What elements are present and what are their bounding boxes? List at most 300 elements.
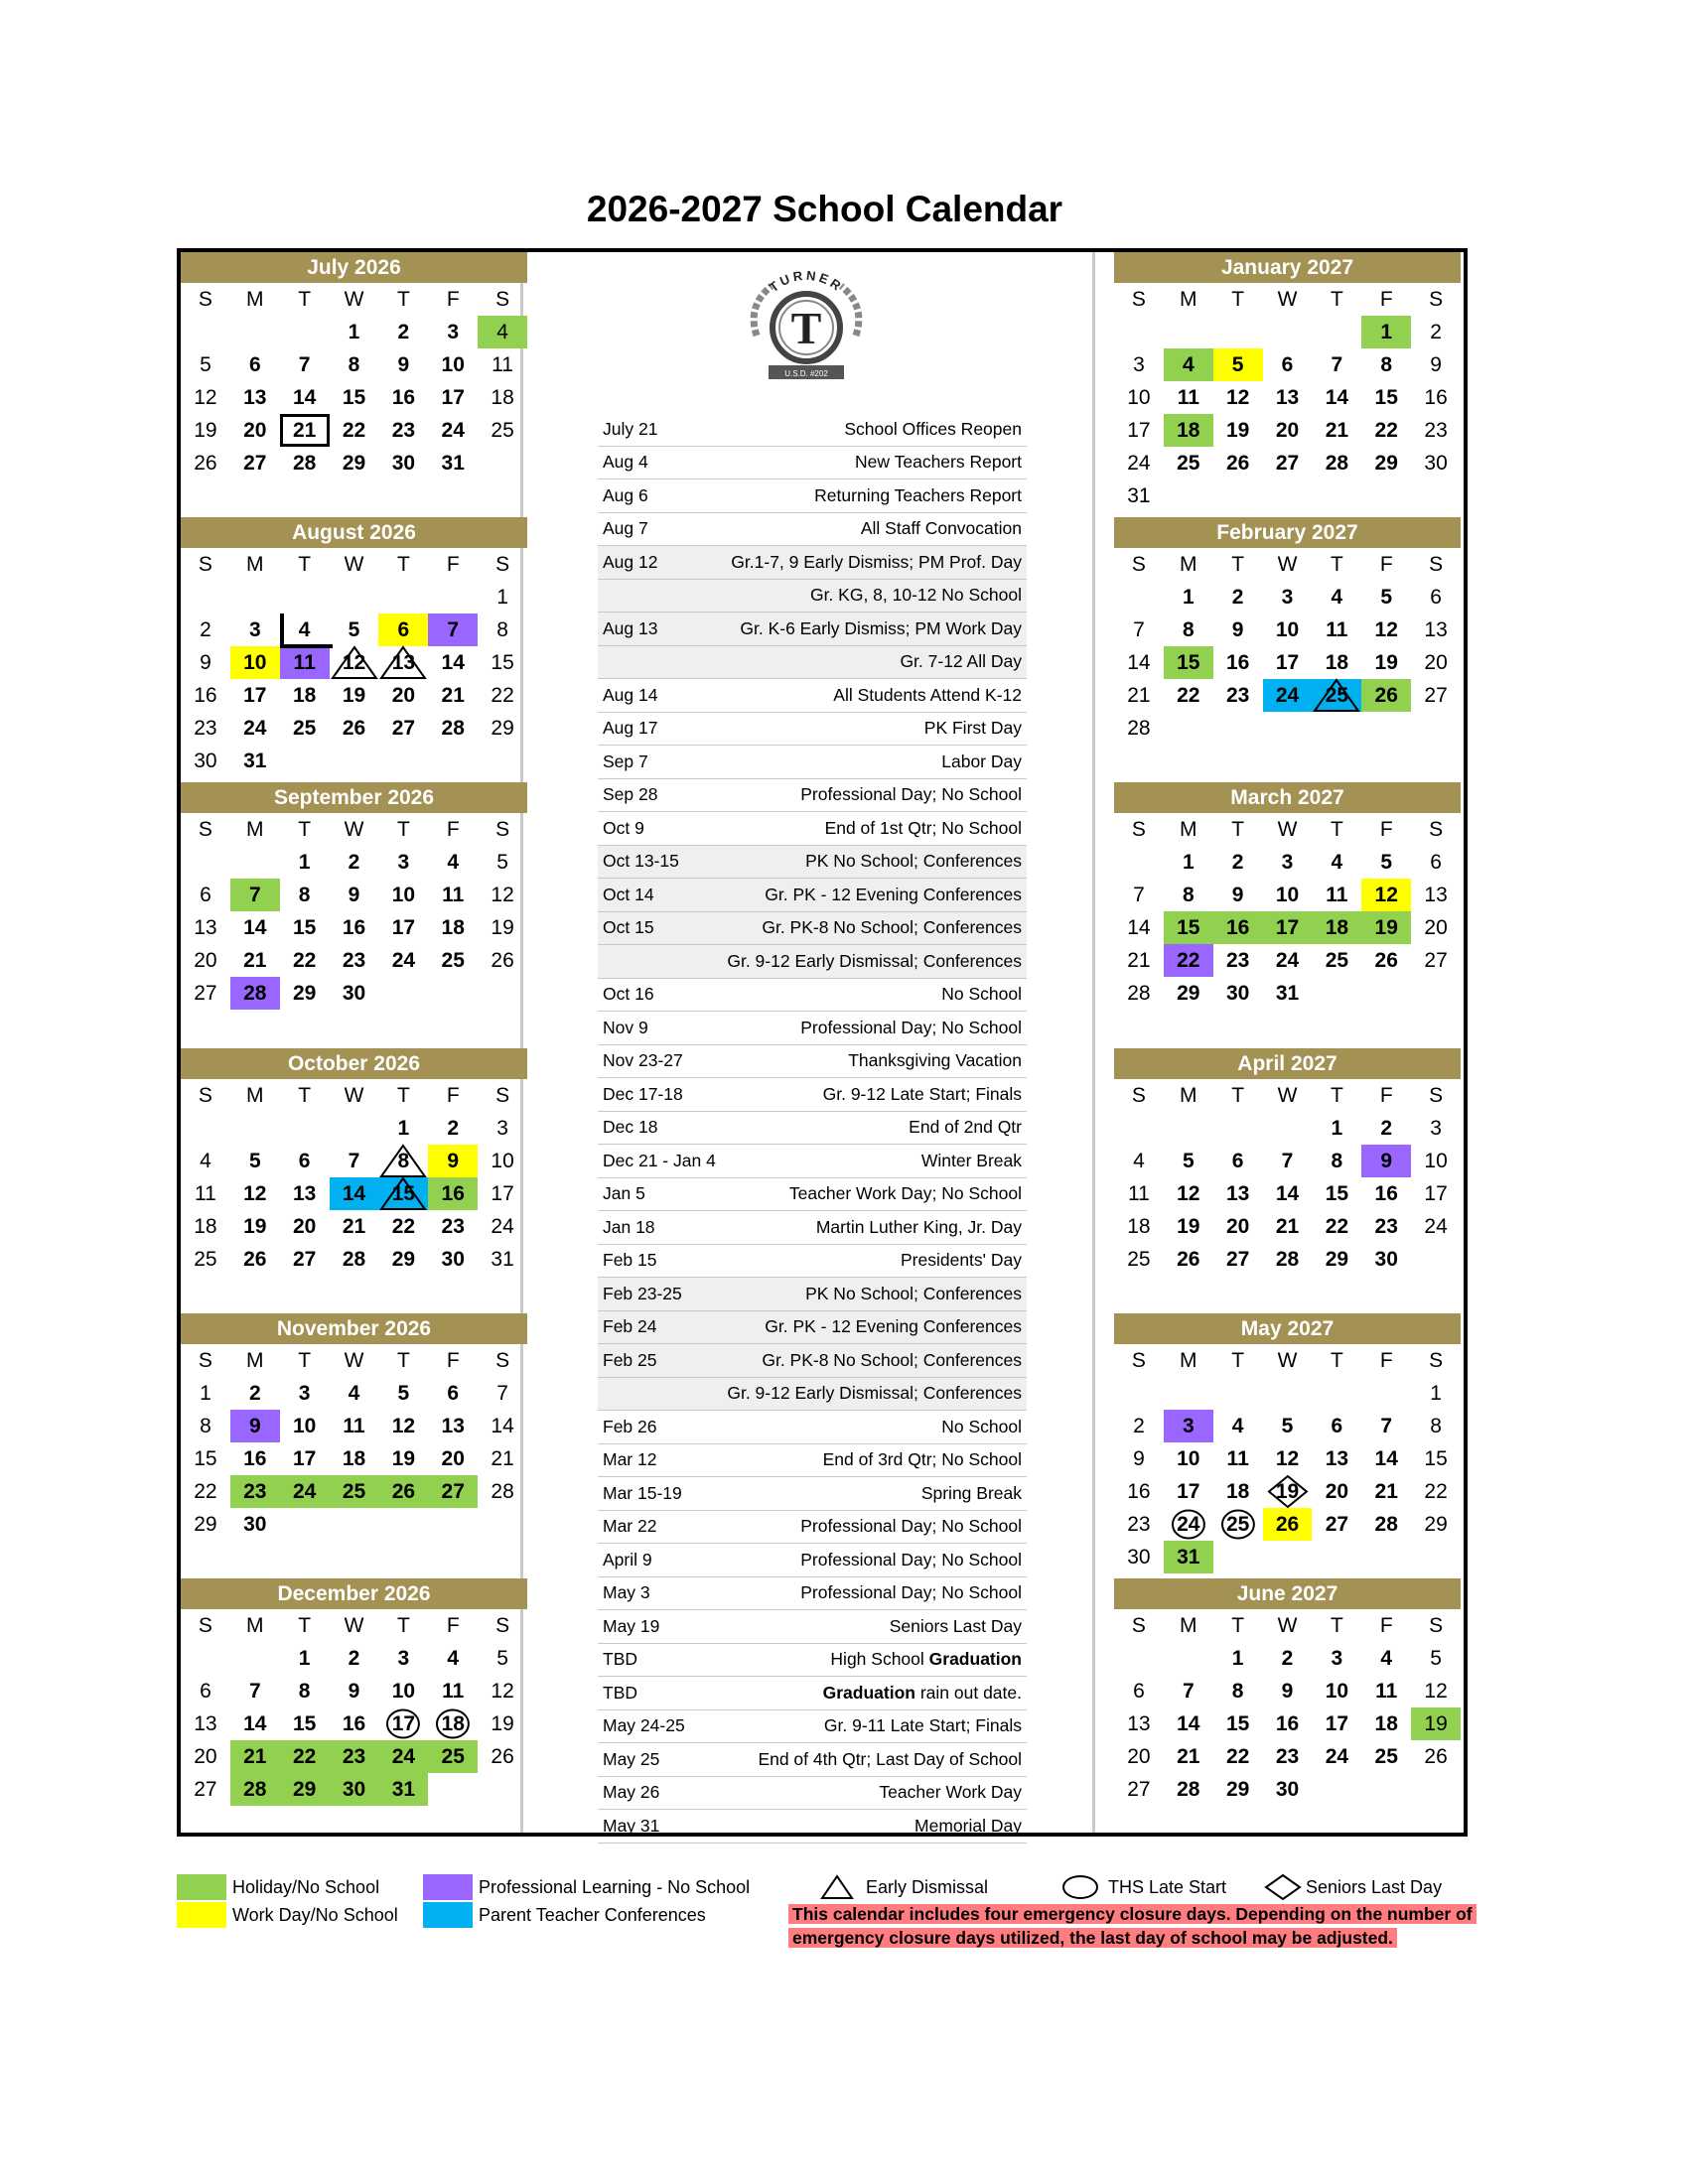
day-number: 20 bbox=[1275, 419, 1300, 442]
day-cell bbox=[1361, 944, 1411, 977]
day-cell bbox=[330, 1210, 379, 1243]
day-cell bbox=[1361, 1475, 1411, 1508]
day-number: 22 bbox=[391, 1215, 416, 1238]
event-description: Returning Teachers Report bbox=[814, 484, 1022, 505]
day-cell bbox=[280, 1740, 330, 1773]
day-number: 12 bbox=[1424, 1680, 1448, 1703]
day-cell bbox=[1361, 316, 1411, 348]
weekday-header-row bbox=[181, 548, 527, 581]
day-number: 22 bbox=[491, 684, 514, 707]
event-date: Dec 21 - Jan 4 bbox=[603, 1150, 716, 1170]
day-cell bbox=[1114, 447, 1164, 479]
day-cell bbox=[330, 879, 379, 911]
day-cell bbox=[1361, 1145, 1411, 1177]
day-cell bbox=[1164, 1243, 1213, 1276]
day-number: 12 bbox=[1275, 1447, 1300, 1470]
weekday-label: S bbox=[1429, 1614, 1444, 1637]
day-number: 17 bbox=[1127, 419, 1151, 442]
month-header: January 2027 bbox=[1114, 252, 1461, 283]
day-number: 28 bbox=[1275, 1248, 1300, 1271]
day-number: 30 bbox=[1225, 982, 1250, 1005]
day-number: 29 bbox=[491, 717, 514, 740]
day-number: 4 bbox=[1331, 851, 1343, 874]
week-row bbox=[181, 1642, 527, 1675]
event-description: PK No School; Conferences bbox=[805, 851, 1022, 872]
day-number: 24 bbox=[441, 419, 465, 442]
day-cell bbox=[478, 414, 527, 447]
empty-day-cell bbox=[1164, 479, 1213, 512]
weekday-header-row bbox=[181, 283, 527, 316]
empty-day-cell bbox=[1114, 1642, 1164, 1675]
weekday-header-row bbox=[181, 813, 527, 846]
day-cell bbox=[428, 1243, 478, 1276]
event-description: Gr. 9-12 Late Start; Finals bbox=[822, 1083, 1022, 1104]
day-number: 1 bbox=[200, 1382, 211, 1405]
month-november-2026 bbox=[181, 1313, 527, 1541]
day-cell bbox=[1114, 614, 1164, 646]
day-cell bbox=[280, 1642, 330, 1675]
day-number: 11 bbox=[492, 353, 513, 376]
day-number: 30 bbox=[243, 1513, 267, 1536]
day-cell bbox=[181, 1675, 230, 1707]
day-number: 17 bbox=[491, 1182, 514, 1205]
day-number: 24 bbox=[391, 949, 416, 972]
day-cell bbox=[378, 381, 428, 414]
legend-swatch-yellow bbox=[177, 1902, 226, 1928]
empty-day-cell bbox=[1263, 1377, 1313, 1410]
event-date: Aug 14 bbox=[603, 684, 658, 705]
empty-day-cell bbox=[1312, 1541, 1361, 1573]
day-number: 18 bbox=[1225, 1480, 1250, 1503]
empty-day-cell bbox=[280, 316, 330, 348]
week-row bbox=[1114, 614, 1461, 646]
day-cell bbox=[330, 846, 379, 879]
empty-day-cell bbox=[330, 745, 379, 777]
weekday-header-row bbox=[181, 1344, 527, 1377]
day-number: 25 bbox=[491, 419, 514, 442]
weekday-header-row bbox=[1114, 283, 1461, 316]
day-cell bbox=[1263, 911, 1313, 944]
day-number: 28 bbox=[342, 1248, 366, 1271]
event-row bbox=[598, 1045, 1027, 1079]
empty-day-cell bbox=[428, 977, 478, 1010]
day-number: 19 bbox=[243, 1215, 267, 1238]
day-cell bbox=[1164, 1675, 1213, 1707]
day-cell bbox=[1361, 1675, 1411, 1707]
day-number: 21 bbox=[292, 419, 317, 442]
day-number: 18 bbox=[1127, 1215, 1151, 1238]
day-number: 2 bbox=[1231, 851, 1244, 874]
week-row bbox=[1114, 1508, 1461, 1541]
month-header: April 2027 bbox=[1114, 1048, 1461, 1079]
empty-day-cell bbox=[1164, 316, 1213, 348]
empty-day-cell bbox=[1263, 712, 1313, 745]
month-october-2026 bbox=[181, 1048, 527, 1276]
event-description bbox=[823, 1683, 1022, 1704]
day-number: 13 bbox=[194, 916, 217, 939]
day-number: 2 bbox=[1231, 586, 1244, 609]
weekday-label: T bbox=[396, 553, 410, 576]
day-number: 5 bbox=[248, 1150, 261, 1172]
day-cell bbox=[1411, 381, 1461, 414]
day-number: 12 bbox=[1177, 1182, 1200, 1205]
day-cell bbox=[1263, 944, 1313, 977]
day-cell bbox=[1312, 381, 1361, 414]
logo-letter: T bbox=[790, 303, 822, 353]
day-number: 9 bbox=[348, 1680, 360, 1703]
day-number: 9 bbox=[1281, 1680, 1294, 1703]
day-number: 20 bbox=[194, 1745, 217, 1768]
day-number: 1 bbox=[348, 321, 360, 343]
day-cell bbox=[1411, 879, 1461, 911]
day-number: 27 bbox=[1275, 452, 1300, 475]
event-description: End of 2nd Qtr bbox=[909, 1117, 1022, 1138]
day-cell bbox=[1361, 1508, 1411, 1541]
weekday-label: F bbox=[1379, 553, 1393, 576]
weekday-label: S bbox=[495, 1614, 510, 1637]
day-number: 28 bbox=[1374, 1513, 1398, 1536]
day-cell bbox=[1213, 1642, 1263, 1675]
legend-seniors-last-day-label: Seniors Last Day bbox=[1306, 1876, 1443, 1897]
day-cell bbox=[1114, 348, 1164, 381]
week-row bbox=[181, 1210, 527, 1243]
day-number: 22 bbox=[1225, 1745, 1250, 1768]
day-number: 9 bbox=[447, 1150, 460, 1172]
day-number: 26 bbox=[1374, 949, 1398, 972]
weekday-label: T bbox=[298, 1084, 312, 1107]
day-cell bbox=[1411, 1410, 1461, 1442]
event-date: Nov 9 bbox=[603, 1017, 648, 1037]
weekday-label: T bbox=[1231, 818, 1245, 841]
empty-day-cell bbox=[1312, 1773, 1361, 1806]
day-cell bbox=[478, 911, 527, 944]
day-cell bbox=[378, 414, 428, 447]
day-cell bbox=[1411, 911, 1461, 944]
weekday-label: T bbox=[1330, 288, 1343, 311]
day-number: 13 bbox=[1127, 1712, 1151, 1735]
day-number: 2 bbox=[248, 1382, 261, 1405]
event-date: April 9 bbox=[603, 1549, 652, 1570]
day-cell bbox=[428, 381, 478, 414]
day-cell bbox=[1114, 944, 1164, 977]
event-date: May 31 bbox=[603, 1815, 660, 1836]
day-cell bbox=[1411, 581, 1461, 614]
day-cell bbox=[1164, 447, 1213, 479]
day-number: 8 bbox=[1231, 1680, 1244, 1703]
day-cell bbox=[280, 1210, 330, 1243]
event-description-bold: Graduation bbox=[928, 1649, 1022, 1670]
week-row bbox=[181, 679, 527, 712]
day-cell bbox=[378, 1740, 428, 1773]
day-cell bbox=[1361, 447, 1411, 479]
day-number: 15 bbox=[391, 1182, 416, 1205]
day-number: 20 bbox=[1325, 1480, 1349, 1503]
event-description: No School bbox=[941, 1416, 1022, 1436]
day-cell bbox=[280, 1475, 330, 1508]
day-number: 5 bbox=[1380, 851, 1393, 874]
day-number: 6 bbox=[200, 1680, 211, 1703]
empty-day-cell bbox=[1312, 1377, 1361, 1410]
day-cell bbox=[1213, 1475, 1263, 1508]
day-cell bbox=[478, 679, 527, 712]
day-cell bbox=[378, 447, 428, 479]
empty-day-cell bbox=[1411, 479, 1461, 512]
day-number: 15 bbox=[342, 386, 366, 409]
week-row bbox=[1114, 1177, 1461, 1210]
day-cell bbox=[181, 1707, 230, 1740]
day-cell bbox=[181, 911, 230, 944]
day-cell bbox=[181, 1475, 230, 1508]
day-cell bbox=[478, 1475, 527, 1508]
event-description: Gr. PK-8 No School; Conferences bbox=[762, 1349, 1022, 1370]
day-cell bbox=[1361, 1442, 1411, 1475]
empty-day-cell bbox=[1164, 1112, 1213, 1145]
week-row bbox=[1114, 646, 1461, 679]
day-cell bbox=[1411, 1112, 1461, 1145]
event-description: PK First Day bbox=[923, 718, 1022, 739]
day-number: 14 bbox=[441, 651, 465, 674]
empty-day-cell bbox=[181, 316, 230, 348]
day-cell bbox=[230, 1145, 280, 1177]
day-cell bbox=[1114, 1773, 1164, 1806]
week-row bbox=[1114, 1145, 1461, 1177]
day-cell bbox=[1361, 646, 1411, 679]
day-number: 16 bbox=[1225, 651, 1250, 674]
day-cell bbox=[181, 614, 230, 646]
day-number: 28 bbox=[243, 1778, 267, 1801]
day-cell bbox=[181, 1410, 230, 1442]
weekday-label: M bbox=[246, 1084, 264, 1107]
day-cell bbox=[1114, 1508, 1164, 1541]
weekday-label: F bbox=[1379, 1349, 1393, 1372]
day-cell bbox=[478, 1145, 527, 1177]
day-cell bbox=[1213, 1243, 1263, 1276]
day-cell bbox=[478, 1675, 527, 1707]
weekday-label: T bbox=[396, 818, 410, 841]
day-number: 19 bbox=[1424, 1712, 1448, 1735]
day-number: 14 bbox=[1275, 1182, 1300, 1205]
week-row bbox=[1114, 447, 1461, 479]
weekday-label: T bbox=[1330, 1614, 1343, 1637]
day-number: 23 bbox=[1127, 1513, 1151, 1536]
empty-day-cell bbox=[280, 1112, 330, 1145]
week-row bbox=[1114, 1642, 1461, 1675]
day-number: 30 bbox=[342, 1778, 366, 1801]
day-cell bbox=[1263, 447, 1313, 479]
weekday-label: F bbox=[1379, 288, 1393, 311]
day-cell bbox=[1411, 1377, 1461, 1410]
day-number: 30 bbox=[194, 750, 217, 772]
day-number: 2 bbox=[1133, 1415, 1145, 1437]
day-number: 18 bbox=[1325, 651, 1349, 674]
weekday-label: T bbox=[1231, 1614, 1245, 1637]
event-date: July 21 bbox=[603, 418, 658, 439]
event-row bbox=[598, 1743, 1027, 1777]
day-cell bbox=[230, 614, 280, 646]
day-number: 12 bbox=[491, 884, 514, 906]
event-date: Mar 22 bbox=[603, 1516, 657, 1537]
day-number: 10 bbox=[391, 884, 416, 906]
day-cell bbox=[1411, 316, 1461, 348]
day-cell bbox=[330, 1442, 379, 1475]
day-number: 27 bbox=[194, 982, 217, 1005]
day-cell bbox=[1164, 1541, 1213, 1573]
day-cell bbox=[1263, 1442, 1313, 1475]
day-number: 12 bbox=[342, 651, 366, 674]
weekday-label: T bbox=[1231, 288, 1245, 311]
day-number: 13 bbox=[391, 651, 416, 674]
day-cell bbox=[181, 1377, 230, 1410]
day-cell bbox=[1114, 879, 1164, 911]
day-number: 16 bbox=[1275, 1712, 1300, 1735]
empty-day-cell bbox=[378, 977, 428, 1010]
turner-logo bbox=[737, 266, 876, 385]
day-number: 20 bbox=[194, 949, 217, 972]
day-cell bbox=[280, 414, 330, 447]
day-number: 24 bbox=[1275, 949, 1300, 972]
day-cell bbox=[1411, 348, 1461, 381]
month-september-2026 bbox=[181, 782, 527, 1010]
day-cell bbox=[1263, 1773, 1313, 1806]
week-row bbox=[1114, 679, 1461, 712]
month-header: May 2027 bbox=[1114, 1313, 1461, 1344]
day-number: 16 bbox=[194, 684, 217, 707]
day-cell bbox=[330, 414, 379, 447]
day-number: 14 bbox=[292, 386, 317, 409]
day-cell bbox=[1411, 1642, 1461, 1675]
day-number: 5 bbox=[200, 353, 211, 376]
day-number: 6 bbox=[1281, 353, 1294, 376]
day-cell bbox=[378, 846, 428, 879]
empty-day-cell bbox=[478, 1773, 527, 1806]
day-number: 6 bbox=[1331, 1415, 1343, 1437]
weekday-label: S bbox=[1131, 553, 1146, 576]
day-cell bbox=[428, 1145, 478, 1177]
day-number: 10 bbox=[441, 353, 465, 376]
weekday-label: T bbox=[396, 1084, 410, 1107]
event-description: Gr. 9-12 Early Dismissal; Conferences bbox=[727, 1383, 1022, 1404]
event-row bbox=[598, 1610, 1027, 1644]
day-cell bbox=[1164, 646, 1213, 679]
empty-day-cell bbox=[1411, 1541, 1461, 1573]
day-number: 8 bbox=[496, 618, 508, 641]
day-number: 5 bbox=[1231, 353, 1244, 376]
day-number: 4 bbox=[298, 618, 311, 641]
day-cell bbox=[428, 348, 478, 381]
event-date: Feb 15 bbox=[603, 1250, 657, 1271]
day-cell bbox=[378, 1410, 428, 1442]
day-cell bbox=[1164, 348, 1213, 381]
day-number: 25 bbox=[1225, 1513, 1250, 1536]
event-row bbox=[598, 580, 1027, 614]
month-january-2027 bbox=[1114, 252, 1461, 512]
event-row bbox=[598, 646, 1027, 680]
day-number: 2 bbox=[1430, 321, 1442, 343]
day-number: 23 bbox=[1374, 1215, 1398, 1238]
day-cell bbox=[428, 944, 478, 977]
day-number: 21 bbox=[1177, 1745, 1200, 1768]
day-cell bbox=[181, 1442, 230, 1475]
first-day-marker bbox=[280, 614, 333, 648]
day-cell bbox=[1361, 1112, 1411, 1145]
day-cell bbox=[230, 414, 280, 447]
week-row bbox=[1114, 414, 1461, 447]
day-cell bbox=[1164, 1442, 1213, 1475]
day-number: 27 bbox=[1424, 949, 1448, 972]
day-number: 1 bbox=[1182, 586, 1195, 609]
empty-day-cell bbox=[230, 1642, 280, 1675]
empty-day-cell bbox=[280, 745, 330, 777]
empty-day-cell bbox=[1114, 1377, 1164, 1410]
events-list bbox=[598, 413, 1027, 1843]
week-row bbox=[181, 581, 527, 614]
month-header: February 2027 bbox=[1114, 517, 1461, 548]
day-number: 30 bbox=[342, 982, 366, 1005]
week-row bbox=[181, 879, 527, 911]
weekday-label: M bbox=[1180, 288, 1197, 311]
day-number: 7 bbox=[1182, 1680, 1195, 1703]
month-may-2027 bbox=[1114, 1313, 1461, 1573]
empty-day-cell bbox=[478, 1508, 527, 1541]
day-number: 31 bbox=[1275, 982, 1300, 1005]
day-number: 6 bbox=[1133, 1680, 1145, 1703]
day-cell bbox=[230, 911, 280, 944]
event-description bbox=[830, 1649, 1022, 1670]
day-cell bbox=[378, 679, 428, 712]
week-row bbox=[181, 1475, 527, 1508]
week-row bbox=[1114, 712, 1461, 745]
day-cell bbox=[428, 1740, 478, 1773]
week-row bbox=[181, 1508, 527, 1541]
day-cell bbox=[330, 646, 379, 679]
empty-day-cell bbox=[1361, 712, 1411, 745]
day-number: 23 bbox=[1275, 1745, 1300, 1768]
day-cell bbox=[1213, 1410, 1263, 1442]
weekday-label: T bbox=[1231, 1084, 1245, 1107]
legend-swatch-purple bbox=[423, 1874, 473, 1900]
week-row bbox=[181, 1177, 527, 1210]
day-cell bbox=[478, 1642, 527, 1675]
event-description-bold: Graduation bbox=[822, 1682, 915, 1703]
day-cell bbox=[1213, 846, 1263, 879]
day-number: 29 bbox=[292, 982, 317, 1005]
day-cell bbox=[1411, 1442, 1461, 1475]
event-row bbox=[598, 613, 1027, 646]
day-cell bbox=[378, 1707, 428, 1740]
month-june-2027 bbox=[1114, 1578, 1461, 1806]
day-number: 9 bbox=[248, 1415, 261, 1437]
week-row bbox=[1114, 1112, 1461, 1145]
day-number: 12 bbox=[194, 386, 217, 409]
day-number: 18 bbox=[441, 1712, 465, 1735]
day-number: 22 bbox=[1374, 419, 1398, 442]
day-cell bbox=[1164, 1475, 1213, 1508]
day-cell bbox=[1114, 679, 1164, 712]
weekday-label: T bbox=[1330, 553, 1343, 576]
day-cell bbox=[1361, 581, 1411, 614]
day-cell bbox=[1114, 479, 1164, 512]
weekday-label: W bbox=[1277, 1614, 1298, 1637]
day-cell bbox=[1411, 1475, 1461, 1508]
day-cell bbox=[1213, 679, 1263, 712]
day-number: 23 bbox=[342, 949, 366, 972]
day-cell bbox=[1213, 1675, 1263, 1707]
day-cell bbox=[330, 1773, 379, 1806]
legend-seniors-last-day bbox=[1264, 1874, 1442, 1900]
day-number: 5 bbox=[496, 851, 508, 874]
event-date: TBD bbox=[603, 1682, 637, 1703]
empty-day-cell bbox=[1411, 1243, 1461, 1276]
